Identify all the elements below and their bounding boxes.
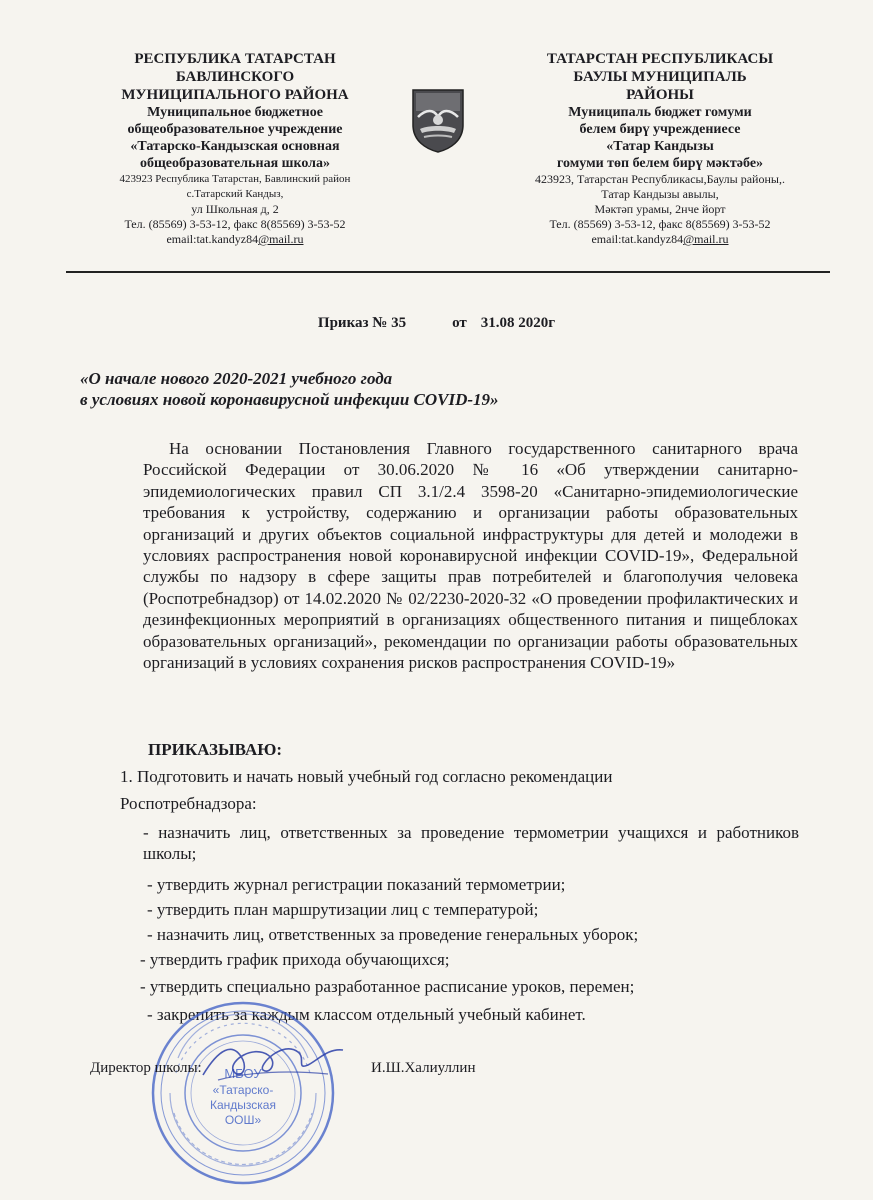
order-number: Приказ № 35 [317,315,407,331]
signer-title: Директор школы: [90,1060,202,1076]
header-right-line5: белем бирү учреждениесе [579,122,741,137]
list-item: - утвердить план маршрутизации лиц с температурой; [147,900,539,919]
list-item: - утвердить специально разработанное расписание уроков, перемен; [140,977,635,996]
header-left-line3: МУНИЦИПАЛЬНОГО РАЙОНА [121,87,349,103]
order-date: 31.08 2020г [480,315,556,331]
order-item-1: 1. Подготовить и начать новый учебный год согласно рекомендации [120,767,613,786]
header-left-line1: РЕСПУБЛИКА ТАТАРСТАН [134,51,336,67]
seal-text-line2: «Татарско- [212,1083,274,1097]
order-item-1-continuation: Роспотребнадзора: [120,794,257,813]
seal-text-line4: ООШ» [224,1113,262,1127]
header-left-addr1: 423923 Республика Татарстан, Бавлинский район [119,173,351,185]
header-divider [66,271,830,273]
header-right-addr1: 423923, Татарстан Республикасы,Баулы районы,. [535,172,785,186]
signer-name: И.Ш.Халиуллин [371,1060,476,1076]
coat-of-arms-icon [410,87,466,153]
header-right-line2: БАУЛЫ МУНИЦИПАЛЬ [573,69,747,85]
order-line [0,315,873,332]
header-left-line4: Муниципальное бюджетное [147,105,323,120]
header-right [490,50,830,247]
header-left-email-domain[interactable]: @mail.ru [258,232,304,246]
header-right-addr3: Мәктәп урамы, 2нче йорт [594,202,726,216]
header-left-line5: общеобразовательное учреждение [127,122,343,137]
seal-text-line1: МБОУ [224,1066,262,1081]
header-right-line3: РАЙОНЫ [626,87,694,103]
list-item: - закрепить за каждым классом отдельный учебный кабинет. [147,1005,586,1024]
header-left-addr2: с.Татарский Кандыз, [186,188,284,200]
list-item: - утвердить журнал регистрации показаний термометрии; [147,875,566,894]
header-left-line7: общеобразовательная школа» [139,156,331,171]
header-right-addr2: Татар Кандызы авылы, [601,187,719,201]
list-item: - утвердить график прихода обучающихся; [140,950,450,969]
order-from-label: от [452,315,467,331]
school-seal-stamp [148,998,338,1188]
header-right-line4: Муниципаль бюджет гомуми [568,105,752,120]
header-left [80,50,390,247]
header-left-phone: Тел. (85569) 3-53-12, факс 8(85569) 3-53-52 [124,217,346,231]
header-right-line6: «Татар Кандызы [606,139,714,154]
header-right-email[interactable] [490,232,830,247]
handwritten-signature [198,1030,348,1090]
header-left-email[interactable] [80,232,390,247]
seal-text-line3: Кандызская [210,1098,276,1112]
header-right-phone: Тел. (85569) 3-53-12, факс 8(85569) 3-53-52 [549,217,771,231]
header-left-line2: БАВЛИНСКОГО [175,69,295,85]
list-item: - назначить лиц, ответственных за проведение генеральных уборок; [147,925,639,944]
list-item: - назначить лиц, ответственных за проведение термометрии учащихся и работников школы; [143,823,799,863]
header-right-email-prefix: email:tat.kandyz84 [591,232,684,246]
title-line1: «О начале нового 2020-2021 учебного года [80,369,393,388]
order-heading: ПРИКАЗЫВАЮ: [148,740,283,759]
header-left-email-prefix: email:tat.kandyz84 [166,232,259,246]
header-right-email-domain[interactable]: @mail.ru [683,232,729,246]
header-right-line1: ТАТАРСТАН РЕСПУБЛИКАСЫ [546,51,774,67]
header-left-line6: «Татарско-Кандызская основная [130,139,340,154]
preamble-paragraph: На основании Постановления Главного государственного санитарного врача Российской Федерации от 30.06.2020 № 16 «Об утверждении санитарно- эпидемиологических правил СП 3.1/2.4 3598-20 «Санитарно-эпидемиологические требования к устройству, содержанию и организации работы образовательных организаций и других объектов социальной инфраструктуры для детей и молодежи в условиях распространения новой коронавирусной инфекции COVID-19», Федеральной службы по надзору в сфере защиты прав потребителей и благополучия человека (Роспотребнадзор) от 14.02.2020 № 02/2230-2020-32 «О проведении профилактических и дезинфекционных мероприятий в организациях общественного питания и пищеблоках образовательных организаций», рекомендации по организации работы образовательных организаций в условиях сохранения рисков распространения COVID-19» [143,439,798,673]
header-left-addr3: ул Школьная д, 2 [191,202,279,216]
document-title [80,368,499,410]
header-right-line7: гомуми төп белем бирү мәктәбе» [556,156,764,171]
title-line2: в условиях новой коронавирусной инфекции COVID-19» [80,390,499,409]
